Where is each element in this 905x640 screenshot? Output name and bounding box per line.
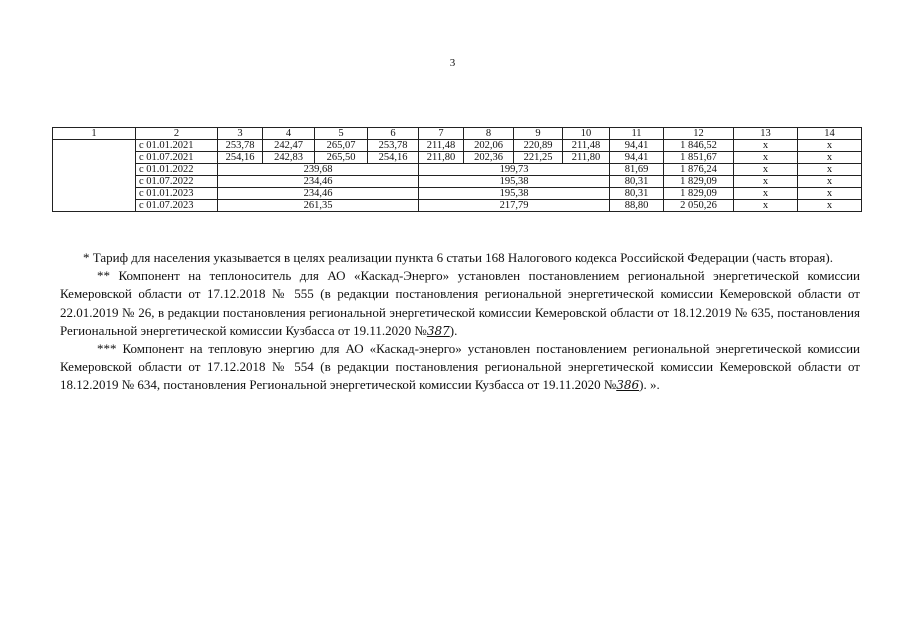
value-cell: 1 829,09 [664,188,734,200]
value-cell: 265,07 [315,140,368,152]
footnote-2-text: ** Компонент на теплоноситель для АО «Каскад-Энерго» установлен постановлением региональной энергетической комиссии Кемеровской области от 17.12.2018 № 555 (в редакции постановления региональной энергетической комиссии Кемеровской области от 22.01.2019 № 26, в редакции постановления региональной энергетической комиссии Кемеровской области от 18.12.2019 № 635, постановления Региональной энергетической комиссии Кузбасса от 19.11.2020 № [60,268,860,338]
merged-value-cell: 234,46 [218,188,419,200]
value-cell: х [734,164,798,176]
value-cell: х [734,140,798,152]
footnote-2-end: ). [449,322,458,338]
date-cell: с 01.07.2021 [136,152,218,164]
value-cell: 80,31 [610,188,664,200]
value-cell: х [798,200,862,212]
header-cell: 10 [563,128,610,140]
footnote-3-text: *** Компонент на тепловую энергию для АО «Каскад-энерго» установлен постановлением региональной энергетической комиссии Кемеровской области от 17.12.2018 № 554 (в редакции постановления региональной энергетической комиссии Кемеровской области от 18.12.2019 № 634, постановления Региональной энергетической комиссии Кузбасса от 19.11.2020 № [60,341,860,393]
value-cell: 211,80 [419,152,464,164]
value-cell: х [798,140,862,152]
value-cell: 242,47 [263,140,315,152]
value-cell: 202,06 [464,140,514,152]
value-cell: 220,89 [514,140,563,152]
value-cell: 265,50 [315,152,368,164]
header-cell: 13 [734,128,798,140]
footnote-1: * Тариф для населения указывается в целях реализации пункта 6 статьи 168 Налогового кодекса Российской Федерации (часть вторая). [83,250,833,265]
footnote-2 [60,267,860,340]
merged-value-cell: 234,46 [218,176,419,188]
value-cell: 221,25 [514,152,563,164]
value-cell: 254,16 [218,152,263,164]
date-cell: с 01.07.2022 [136,176,218,188]
value-cell: 1 876,24 [664,164,734,176]
header-cell: 2 [136,128,218,140]
value-cell: 1 851,67 [664,152,734,164]
tariff-table [52,127,862,212]
value-cell: 253,78 [218,140,263,152]
value-cell: х [798,152,862,164]
table-row [53,200,862,212]
merged-value-cell: 217,79 [419,200,610,212]
table-row [53,176,862,188]
date-cell: с 01.01.2022 [136,164,218,176]
header-cell: 9 [514,128,563,140]
header-cell: 11 [610,128,664,140]
value-cell: х [734,152,798,164]
table-row [53,152,862,164]
value-cell: х [734,176,798,188]
group-cell [53,140,136,212]
handwritten-number: 386 [616,378,640,393]
table-row [53,164,862,176]
header-cell: 8 [464,128,514,140]
value-cell: х [798,176,862,188]
value-cell: 202,36 [464,152,514,164]
date-cell: с 01.07.2023 [136,200,218,212]
handwritten-number: 387 [426,323,450,338]
date-cell: с 01.01.2023 [136,188,218,200]
header-cell: 4 [263,128,315,140]
header-cell: 1 [53,128,136,140]
header-cell: 7 [419,128,464,140]
value-cell: 253,78 [368,140,419,152]
value-cell: 1 829,09 [664,176,734,188]
merged-value-cell: 195,38 [419,188,610,200]
table-row [53,140,862,152]
merged-value-cell: 261,35 [218,200,419,212]
merged-value-cell: 195,38 [419,176,610,188]
value-cell: 211,48 [563,140,610,152]
value-cell: х [798,164,862,176]
header-cell: 14 [798,128,862,140]
value-cell: 211,48 [419,140,464,152]
merged-value-cell: 199,73 [419,164,610,176]
header-cell: 6 [368,128,419,140]
value-cell: 2 050,26 [664,200,734,212]
value-cell: 81,69 [610,164,664,176]
footnote-3-end: ). ». [639,377,660,393]
value-cell: 94,41 [610,152,664,164]
header-cell: 5 [315,128,368,140]
date-cell: с 01.01.2021 [136,140,218,152]
value-cell: 94,41 [610,140,664,152]
footnotes [60,249,860,395]
table-header-row [53,128,862,140]
header-cell: 12 [664,128,734,140]
value-cell: 1 846,52 [664,140,734,152]
value-cell: 88,80 [610,200,664,212]
value-cell: 211,80 [563,152,610,164]
merged-value-cell: 239,68 [218,164,419,176]
value-cell: х [734,200,798,212]
value-cell: 242,83 [263,152,315,164]
page-number: 3 [449,57,456,69]
value-cell: 254,16 [368,152,419,164]
value-cell: 80,31 [610,176,664,188]
footnote-3 [60,340,860,395]
table-row [53,188,862,200]
value-cell: х [734,188,798,200]
value-cell: х [798,188,862,200]
header-cell: 3 [218,128,263,140]
